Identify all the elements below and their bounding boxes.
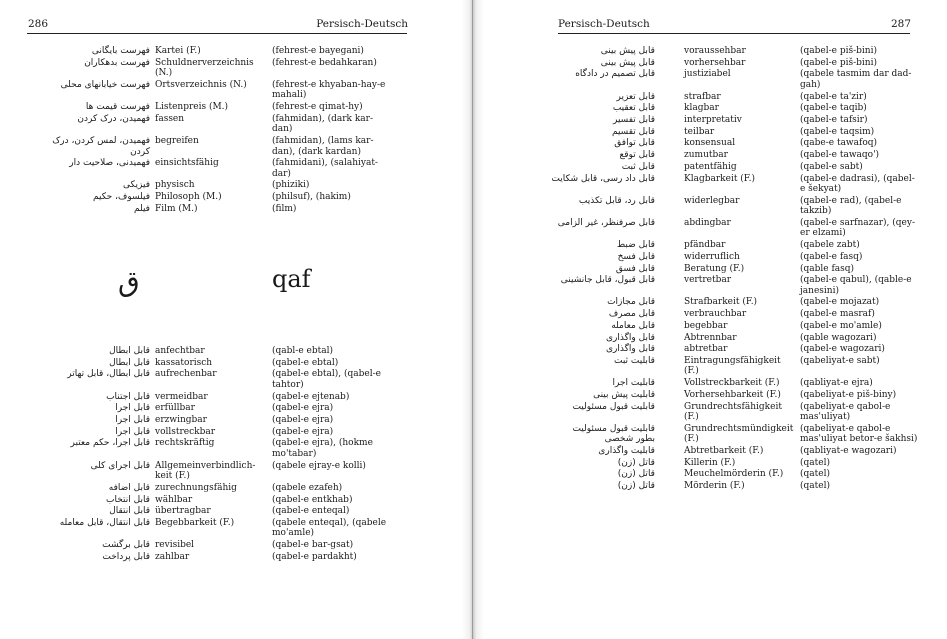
- german-term: Killerin (F.): [684, 457, 736, 468]
- german-term: klagbar: [684, 103, 719, 114]
- transliteration: (qabel-e ebtal), (qabel-e tahtor): [272, 369, 381, 390]
- persian-term: قابل ابطال، قابل تهاتر: [67, 369, 150, 380]
- german-term: kassatorisch: [155, 357, 213, 368]
- section-letter-persian: ق: [118, 265, 140, 298]
- german-term: Kartei (F.): [155, 46, 201, 56]
- transliteration: (qabele enteqal), (qabele mo'amle): [272, 517, 387, 539]
- german-term: patentfähig: [684, 161, 737, 172]
- transliteration: (qabl-e ebtal): [272, 346, 333, 356]
- persian-term: قابلیت قبول مسئولیت: [572, 401, 655, 412]
- transliteration: (qabel-e ejra): [272, 415, 334, 425]
- persian-term: قابل پرداخت: [102, 551, 150, 562]
- german-term: begreifen: [155, 136, 199, 146]
- transliteration: (qabel-e ejra): [272, 426, 334, 437]
- german-term: Schuldnerverzeichnis (N.): [155, 57, 254, 79]
- german-term: zumutbar: [684, 150, 728, 161]
- german-term: Abtretbarkeit (F.): [684, 445, 764, 456]
- german-term: erzwingbar: [155, 415, 207, 425]
- persian-term: فهمیدنی، صلاحیت دار: [69, 158, 150, 169]
- transliteration: (qabel-e sabt): [800, 161, 863, 172]
- german-term: Beratung (F.): [684, 263, 745, 274]
- transliteration: (qabel-e enteqal): [272, 506, 350, 517]
- persian-term: قاتل (زن): [617, 457, 655, 468]
- german-term: Vollstreckbarkeit (F.): [684, 378, 780, 389]
- transliteration: (qabel-e masraf): [800, 309, 875, 320]
- transliteration: (qabel-e ejtenab): [272, 391, 350, 402]
- german-term: rechtskräftig: [155, 438, 215, 449]
- persian-term: قابل فسق: [615, 263, 655, 274]
- transliteration: (fehrest-e qimat-hy): [272, 102, 363, 113]
- german-term: revisibel: [155, 540, 195, 551]
- persian-term: فیلم: [134, 203, 150, 214]
- german-term: aufrechenbar: [155, 369, 217, 380]
- german-term: fassen: [155, 113, 185, 124]
- transliteration: (qabel-e mo'amle): [800, 320, 882, 331]
- german-term: vermeidbar: [155, 391, 208, 402]
- persian-term: قابل اجرای کلی: [90, 460, 150, 471]
- persian-term: فهمیدن، لمس کردن، درک کردن: [52, 136, 150, 157]
- persian-term: قابل برگشت: [102, 540, 150, 551]
- persian-term: قابل صرفنظر، غیر الزامی: [557, 217, 655, 228]
- transliteration: (qabele ejray-e kolli): [272, 460, 366, 471]
- transliteration: (qable fasq): [800, 263, 855, 274]
- transliteration: (qabele ezafeh): [272, 482, 343, 493]
- persian-term: قابل تقسیم: [611, 126, 655, 137]
- persian-term: قابل قبول، قابل جانشینی: [560, 275, 655, 286]
- german-term: Klagbarkeit (F.): [684, 173, 756, 184]
- persian-term: قابل داد رسی، قابل شکایت: [551, 173, 655, 184]
- german-term: Philosoph (M.): [155, 192, 222, 203]
- german-term: Vorhersehbarkeit (F.): [684, 389, 781, 400]
- transliteration: (qabeliyat-e qabol-e mas'uliyat): [800, 401, 891, 422]
- german-term: vorhersehbar: [684, 57, 746, 68]
- german-term: Meuchelmörderin (F.): [684, 469, 784, 480]
- transliteration: (qabel-e rad), (qabel-e takzib): [800, 195, 902, 217]
- transliteration: (qabel-e ejra), (hokme mo'tabar): [272, 438, 373, 459]
- transliteration: (qabel-e pardakht): [272, 551, 357, 562]
- german-term: Grundrechtsfähigkeit (F.): [684, 401, 782, 422]
- german-term: Begebbarkeit (F.): [155, 517, 235, 528]
- persian-term: قابل مصرف: [608, 309, 655, 320]
- persian-term: قابلیت قبول مسئولیت بطور شخصی: [572, 423, 655, 445]
- page-number: 286: [28, 18, 49, 30]
- persian-term: قابل اجرا، حکم معتبر: [70, 438, 150, 449]
- persian-term: قابل واگذاری: [606, 344, 655, 355]
- german-term: zahlbar: [155, 551, 190, 562]
- german-term: voraussehbar: [684, 46, 746, 56]
- persian-term: قابل انتقال: [109, 506, 150, 517]
- transliteration: (qabel-e qabul), (qable-e janesini): [800, 275, 912, 296]
- transliteration: (qabeliyat-e piš-biny): [800, 389, 897, 400]
- persian-term: قابل فسخ: [617, 251, 655, 262]
- persian-term: فیزیکی: [123, 180, 150, 191]
- transliteration: (qabliyat-e ejra): [800, 378, 873, 389]
- persian-term: قابل انتقال، قابل معامله: [59, 517, 150, 528]
- left-page: [0, 0, 462, 639]
- persian-term: قابل انتخاب: [106, 494, 150, 505]
- transliteration: (fahmidan), (dark kar- dan): [272, 113, 373, 135]
- running-head: Persisch-Deutsch: [316, 18, 408, 30]
- transliteration: (qabel-e ejra): [272, 403, 334, 414]
- persian-term: قابل واگذاری: [606, 332, 655, 343]
- transliteration: (phiziki): [272, 180, 310, 191]
- german-term: wählbar: [155, 494, 193, 505]
- persian-term: قابل تصمیم در دادگاه: [575, 69, 655, 80]
- persian-term: قابل ابطال: [109, 346, 150, 356]
- transliteration: (fahmidani), (salahiyat- dar): [272, 158, 378, 179]
- german-term: abdingbar: [684, 217, 731, 228]
- persian-term: فهمیدن، درک کردن: [77, 113, 150, 124]
- german-term: konsensual: [684, 138, 736, 149]
- persian-term: قابل اجرا: [115, 415, 150, 425]
- persian-term: قابلیت ثبت: [613, 355, 655, 366]
- german-term: widerlegbar: [684, 195, 740, 206]
- persian-term: قاتل (زن): [617, 469, 655, 480]
- section-letter-latin: qaf: [272, 265, 311, 293]
- persian-term: فیلسوف، حکیم: [92, 192, 150, 203]
- transliteration: (qabel-e dadrasi), (qabel- e šekyat): [800, 173, 915, 194]
- persian-term: فهرست خیابانهای محلی: [60, 79, 150, 90]
- persian-term: قابل تفسیر: [613, 115, 655, 125]
- german-term: strafbar: [684, 91, 721, 102]
- german-term: pfändbar: [684, 240, 726, 251]
- persian-term: قابلیت پیش بینی: [593, 389, 655, 400]
- transliteration: (qabel-e ebtal): [272, 357, 339, 368]
- transliteration: (fehrest-e bayegani): [272, 46, 364, 56]
- persian-term: قابل ثبت: [621, 161, 655, 172]
- page-fold-line: [472, 0, 473, 639]
- german-term: Abtrennbar: [684, 332, 737, 343]
- persian-term: قابل توقع: [619, 150, 655, 161]
- book-gutter: [462, 0, 484, 639]
- transliteration: (qabel-e taqsim): [800, 126, 875, 137]
- persian-term: قابلیت واگذاری: [598, 445, 655, 456]
- transliteration: (qabeliyat-e qabol-e mas'uliyat betor-e šakhsi): [800, 423, 918, 445]
- transliteration: (fehrest-e khyaban-hay-e mahali): [272, 79, 386, 101]
- transliteration: (qatel): [800, 457, 830, 468]
- persian-term: قابل ابطال: [109, 357, 150, 368]
- transliteration: (qable wagozari): [800, 332, 877, 343]
- persian-term: قابل پیش بینی: [600, 46, 655, 56]
- german-term: vollstreckbar: [155, 426, 216, 437]
- running-head: Persisch-Deutsch: [558, 18, 650, 30]
- transliteration: (fahmidan), (lams kar- dan), (dark kardan): [272, 136, 374, 157]
- german-term: abtretbar: [684, 344, 728, 355]
- transliteration: (qabliyat-e wagozari): [800, 445, 897, 456]
- persian-term: قابل اضافه: [108, 482, 150, 493]
- persian-term: قابل پیش بینی: [600, 57, 655, 68]
- german-term: anfechtbar: [155, 346, 205, 356]
- german-term: Ortsverzeichnis (N.): [155, 79, 247, 90]
- persian-term: قابل تعقیب: [612, 103, 655, 114]
- transliteration: (qabel-e fasq): [800, 251, 863, 262]
- transliteration: (qabel-e taqib): [800, 103, 867, 114]
- german-term: teilbar: [684, 126, 715, 137]
- german-term: widerruflich: [684, 251, 740, 262]
- persian-term: فهرست بایگانی: [91, 46, 150, 56]
- german-term: justiziabel: [684, 69, 731, 80]
- german-term: einsichtsfähig: [155, 158, 219, 169]
- persian-term: قابل معامله: [611, 320, 655, 331]
- persian-term: قابل رد، قابل تکذیب: [578, 195, 655, 206]
- persian-term: قابلیت اجرا: [612, 378, 655, 389]
- german-term: interpretativ: [684, 115, 742, 125]
- persian-term: فهرست بدهکاران: [84, 57, 150, 68]
- page-number: 287: [890, 18, 911, 30]
- transliteration: (fehrest-e bedahkaran): [272, 57, 377, 68]
- persian-term: قابل اجرا: [115, 403, 150, 414]
- transliteration: (film): [272, 203, 297, 214]
- transliteration: (qabel-e piš-bini): [800, 57, 877, 68]
- german-term: Film (M.): [155, 203, 198, 214]
- transliteration: (qabel-e piš-bini): [800, 46, 877, 56]
- header-rule: [27, 33, 407, 34]
- persian-term: قابل ضبط: [616, 240, 655, 251]
- transliteration: (qabel-e mojazat): [800, 297, 880, 308]
- german-term: Strafbarkeit (F.): [684, 297, 758, 308]
- german-term: physisch: [155, 180, 195, 191]
- german-term: Allgemeinverbindlich- keit (F.): [155, 460, 256, 482]
- header-rule: [558, 33, 910, 34]
- german-term: begebbar: [684, 320, 728, 331]
- transliteration: (qabele zabt): [800, 240, 860, 251]
- persian-term: قابل اجتناب: [106, 391, 150, 402]
- transliteration: (qatel): [800, 481, 830, 491]
- transliteration: (qabeliyat-e sabt): [800, 355, 880, 366]
- german-term: übertragbar: [155, 506, 211, 517]
- persian-term: قابل مجازات: [607, 297, 655, 308]
- german-term: Listenpreis (M.): [155, 102, 229, 113]
- german-term: erfüllbar: [155, 403, 195, 414]
- transliteration: (qatel): [800, 469, 830, 480]
- german-term: Eintragungsfähigkeit (F.): [684, 355, 781, 377]
- transliteration: (qabel-e bar-gsat): [272, 540, 354, 551]
- german-term: verbrauchbar: [684, 309, 747, 320]
- persian-term: قابل تعزیر: [616, 91, 655, 102]
- transliteration: (qabe-e tawafoq): [800, 138, 878, 149]
- transliteration: (qabele tasmim dar dad- gah): [800, 69, 912, 90]
- transliteration: (qabel-e entkhab): [272, 494, 353, 505]
- persian-term: قابل اجرا: [115, 426, 150, 437]
- transliteration: (qabel-e ta'zir): [800, 91, 867, 102]
- persian-term: قاتل (زن): [617, 481, 655, 491]
- transliteration: (qabel-e tafsir): [800, 115, 868, 125]
- german-term: vertretbar: [684, 275, 732, 286]
- german-term: Mörderin (F.): [684, 481, 745, 491]
- german-term: Grundrechtsmündigkeit (F.): [684, 423, 794, 445]
- transliteration: (philsuf), (hakim): [272, 192, 351, 203]
- transliteration: (qabel-e sarfnazar), (qey- er elzami): [800, 217, 915, 239]
- transliteration: (qabel-e tawaqo'): [800, 150, 880, 161]
- persian-term: قابل توافق: [614, 138, 655, 149]
- persian-term: فهرست قیمت ها: [85, 102, 150, 113]
- transliteration: (qabel-e wagozari): [800, 344, 885, 355]
- right-page: [484, 0, 947, 639]
- german-term: zurechnungsfähig: [155, 482, 237, 493]
